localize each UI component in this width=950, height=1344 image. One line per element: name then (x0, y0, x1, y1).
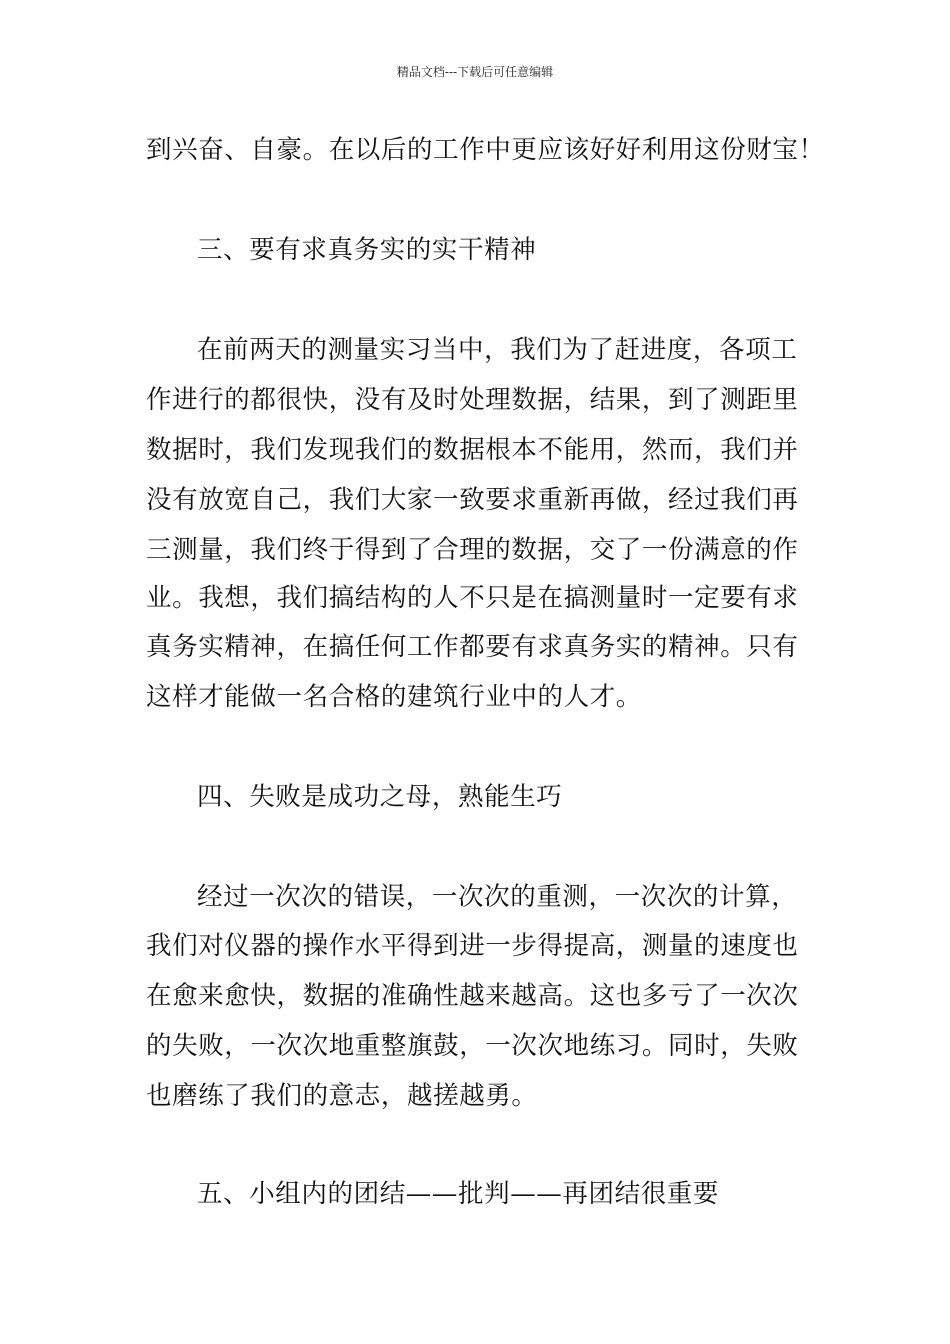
paragraph-line: 三测量，我们终于得到了合理的数据，交了一份满意的作 (146, 535, 799, 565)
paragraph-line: 到兴奋、自豪。在以后的工作中更应该好好利用这份财宝！ (146, 135, 825, 165)
paragraph-line: 我们对仪器的操作水平得到进一步得提高，测量的速度也 (146, 931, 799, 961)
paragraph-line: 也磨练了我们的意志，越搓越勇。 (146, 1081, 538, 1111)
paragraph-line: 没有放宽自己，我们大家一致要求重新再做，经过我们再 (146, 485, 799, 515)
paragraph-line: 的失败，一次次地重整旗鼓，一次次地练习。同时，失败 (146, 1031, 799, 1061)
section-heading: 五、小组内的团结——批判——再团结很重要 (197, 1179, 720, 1209)
paragraph-line: 经过一次次的错误，一次次的重测，一次次的计算， (197, 882, 798, 912)
paragraph-line: 真务实精神，在搞任何工作都要有求真务实的精神。只有 (146, 632, 799, 662)
paragraph-line: 作进行的都很快，没有及时处理数据，结果，到了测距里 (146, 385, 799, 415)
section-heading: 四、失败是成功之母，熟能生巧 (197, 782, 563, 812)
paragraph-line: 数据时，我们发现我们的数据根本不能用，然而，我们并 (146, 435, 799, 465)
paragraph-line: 在愈来愈快，数据的准确性越来越高。这也多亏了一次次 (146, 981, 799, 1011)
paragraph-line: 在前两天的测量实习当中，我们为了赶进度，各项工 (197, 335, 798, 365)
paragraph-line: 这样才能做一名合格的建筑行业中的人才。 (146, 682, 642, 712)
page-header: 精品文档---下载后可任意编辑 (396, 65, 554, 79)
section-heading: 三、要有求真务实的实干精神 (197, 235, 537, 265)
paragraph-line: 业。我想，我们搞结构的人不只是在搞测量时一定要有求 (146, 583, 799, 613)
